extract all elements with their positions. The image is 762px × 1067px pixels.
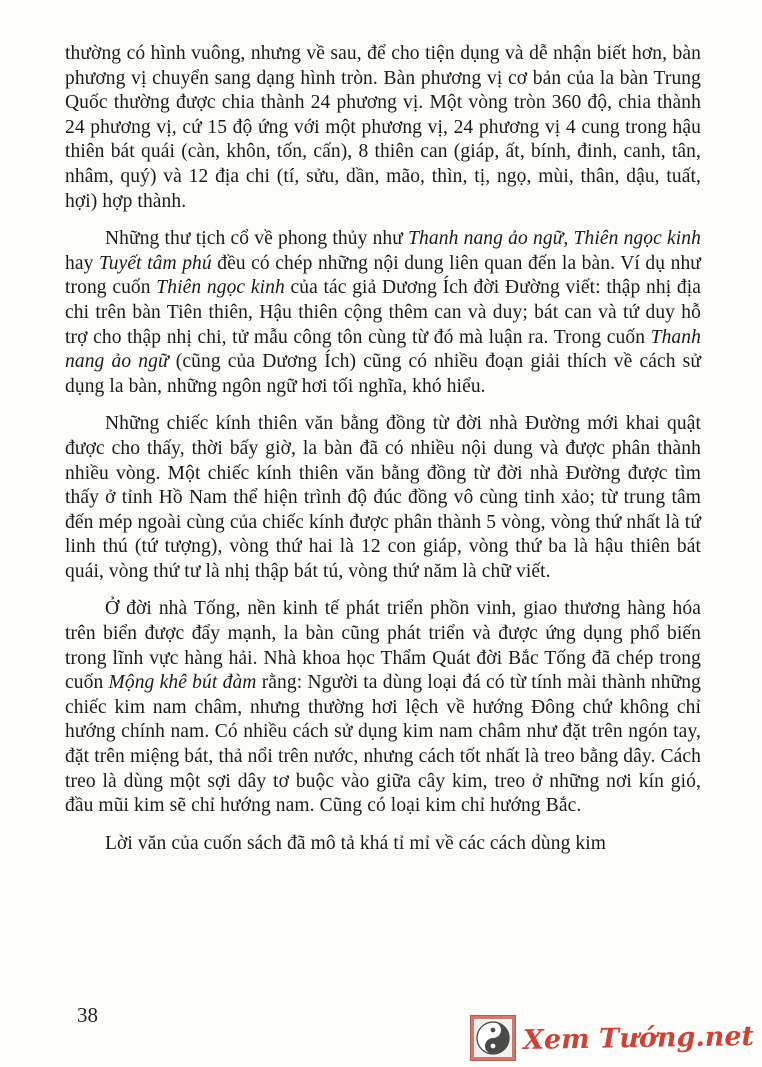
italic-text-run: Mộng khê bút đàm <box>108 672 257 694</box>
italic-text-run: Thiên ngọc kinh <box>156 277 285 299</box>
paragraph <box>65 832 701 857</box>
text-run: Những thư tịch cổ về phong thủy như <box>105 228 409 250</box>
italic-text-run: Tuyết tâm phú <box>98 252 212 274</box>
watermark <box>470 1015 754 1061</box>
yin-yang-icon <box>470 1015 516 1061</box>
text-run: rằng: Người ta dùng loại đá có từ tính mài thành những chiếc kim nam châm, nhưng thường hơi lệch về hướng Đông chứ không chỉ hướng chính nam. Có nhiều cách sử dụng kim nam châm như đặt trên ngón tay, đặt trên miệng bát, thả nổi trên nước, nhưng cách tốt nhất là treo bằng dây. Cách treo là dùng một sợi dây tơ buộc vào giữa cây kim, treo ở những nơi kín gió, đầu mũi kim sẽ chỉ hướng nam. Cũng có loại kim chỉ hướng Bắc. <box>65 672 702 817</box>
italic-text-run: Thanh nang ảo ngữ, Thiên ngọc kinh <box>408 228 702 250</box>
text-run: Ở đời nhà Tống, nền kinh tế phát triển phồn vinh, giao thương hàng hóa trên biển được đẩy mạnh, la bàn cũng phát triển và được ứng dụng phổ biến trong lĩnh vực hàng hải. Nhà khoa học Thẩm Quát đời Bắc Tống đã chép trong cuốn <box>65 598 701 694</box>
page-number: 38 <box>77 1003 98 1027</box>
italic-text-run: Thanh nang ảo ngữ <box>65 326 701 373</box>
text-run: của tác giả Dương Ích đời Đường viết: thập nhị địa chi trên bàn Tiên thiên, Hậu thiên cộng thêm can và duy; bát can và tứ duy hỗ trợ cho thập nhị chi, tử mẫu công tôn cùng từ đó mà luận ra. Trong cuốn <box>65 277 701 348</box>
paragraph <box>65 227 701 399</box>
paragraph <box>65 597 701 818</box>
text-run: Lời văn của cuốn sách đã mô tả khá tỉ mỉ về các cách dùng kim <box>105 832 607 854</box>
text-run: thường có hình vuông, nhưng về sau, để cho tiện dụng và dễ nhận biết hơn, bàn phương vị chuyển sang dạng hình tròn. Bàn phương vị cơ bản của la bàn Trung Quốc thường được chia thành 24 phương vị. Một vòng tròn 360 độ, chia thành 24 phương vị, cứ 15 độ ứng với một phương vị, 24 phương vị 4 cung trong hậu thiên bát quái (càn, khôn, tốn, cấn), 8 thiên can (giáp, ất, bính, đinh, canh, tân, nhâm, quý) và 12 địa chi (tí, sửu, dần, mão, thìn, tị, ngọ, mùi, thân, dậu, tuất, hợi) hợp thành. <box>65 43 701 212</box>
yin-yang-icon-frame <box>474 1019 512 1057</box>
text-run: (cũng của Dương Ích) cũng có nhiều đoạn giải thích về cách sử dụng la bàn, những ngôn ngữ hơi tối nghĩa, khó hiểu. <box>65 351 701 397</box>
text-run: Những chiếc kính thiên văn bằng đồng từ đời nhà Đường mới khai quật được cho thấy, thời bấy giờ, la bàn đã có nhiều nội dung và được phân thành nhiều vòng. Một chiếc kính thiên văn bằng đồng từ đời nhà Đường được tìm thấy ở tỉnh Hồ Nam thể hiện trình độ đúc đồng vô cùng tinh xảo; từ trung tâm đến mép ngoài cùng của chiếc kính được phân thành 5 vòng, vòng thứ nhất là tứ linh thú (tứ tượng), vòng thứ hai là 12 con giáp, vòng thứ ba là hậu thiên bát quái, vòng thứ tư là nhị thập bát tú, vòng thứ năm là chữ viết. <box>65 413 701 582</box>
text-run: đều có chép những nội dung liên quan đến la bàn. Ví dụ như trong cuốn <box>65 252 701 299</box>
paragraph <box>65 42 701 214</box>
watermark-text: Xem Tướng.net <box>522 1020 755 1056</box>
text-run: hay <box>65 252 99 274</box>
paragraphs <box>65 42 701 856</box>
paragraph <box>65 412 701 584</box>
page-text-column <box>65 42 701 856</box>
